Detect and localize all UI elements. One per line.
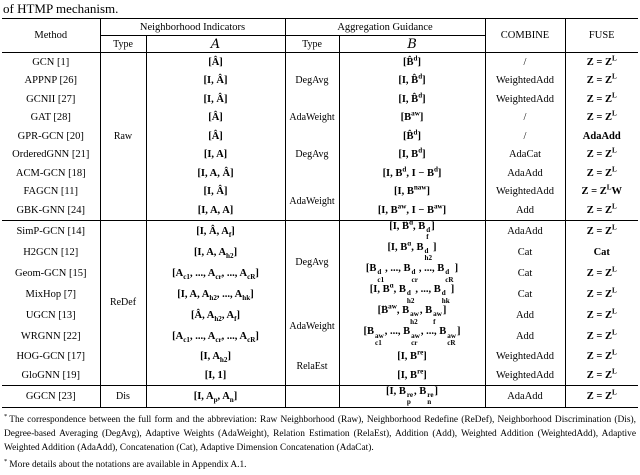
aggregation-type-cell: RelaEst [285, 348, 339, 386]
header-combine: COMBINE [485, 19, 565, 53]
fuse-cell: $Z = Z^L$ [565, 146, 638, 165]
neighborhood-indicator-cell: [Â] [146, 127, 285, 146]
aggregation-guidance-cell: [I, $B^{aw}$, $I - B^{aw}$] [339, 201, 485, 220]
aggregation-guidance-cell: [B̂$^{aw}$, B aw h2 , B aw f ] [339, 305, 485, 326]
aggregation-guidance-cell: [I, B̂$^d$] [339, 90, 485, 109]
aggregation-guidance-cell: [I, $B^d$] [339, 146, 485, 165]
neighborhood-indicator-cell: [I, Â] [146, 90, 285, 109]
fuse-cell: $Z = Z^LW$ [565, 183, 638, 202]
combine-cell: AdaAdd [485, 164, 565, 183]
fuse-cell: AdaAdd [565, 127, 638, 146]
table-header [2, 19, 638, 53]
fuse-cell: Cat [565, 242, 638, 263]
header-aggregation-guidance: Aggregation Guidance [285, 19, 485, 36]
neighborhood-type-cell: ReDef [100, 220, 146, 385]
table-row [2, 109, 638, 128]
aggregation-guidance-cell: [I, B̂$^d$, B d f ] [339, 220, 485, 242]
method-cell: GBK-GNN [24] [16, 204, 86, 216]
table-caption-fragment: of HTMP mechanism. [3, 1, 119, 16]
header-neighborhood-indicators: Neighborhood Indicators [100, 19, 285, 36]
combine-cell: WeightedAdd [485, 72, 565, 91]
combine-cell: Add [485, 326, 565, 347]
neighborhood-indicator-cell: [I, Â, $A_f$] [146, 220, 285, 242]
aggregation-type-cell: AdaWeight [285, 109, 339, 128]
table-row [2, 220, 638, 242]
neighborhood-type-cell: Dis [100, 385, 146, 407]
footnote-text: More details about the notations are available in Appendix A.1. [9, 459, 247, 470]
neighborhood-indicator-cell: [I, 1] [146, 366, 285, 385]
neighborhood-indicator-cell: [Â, $A_{h2}$, $A_f$] [146, 305, 285, 326]
fuse-cell: $Z = Z^L$ [565, 366, 638, 385]
aggregation-type-cell: AdaWeight [285, 305, 339, 347]
combine-cell: Cat [485, 284, 565, 305]
neighborhood-indicator-cell: [I, $A_p$, $A_n$] [146, 385, 285, 407]
method-cell: GloGNN [19] [21, 369, 81, 381]
method-cell: FAGCN [11] [23, 186, 79, 198]
aggregation-guidance-cell: [I, $B^d$, B d h2 , ..., B d hk ] [339, 284, 485, 305]
neighborhood-indicator-cell: [$A_{c1}$, ..., $A_{cr}$, ..., $A_{cR}$] [146, 326, 285, 347]
aggregation-guidance-cell: [I, $B^{re}$] [339, 366, 485, 385]
fuse-cell: $Z = Z^L$ [565, 72, 638, 91]
combine-cell: WeightedAdd [485, 183, 565, 202]
table-row [2, 183, 638, 202]
header-neighborhood-type: Type [100, 36, 146, 53]
neighborhood-indicator-cell: [I, Â] [146, 183, 285, 202]
method-cell: SimP-GCN [14] [2, 220, 100, 242]
method-cell: H2GCN [12] [23, 246, 79, 258]
aggregation-type-cell: DegAvg [285, 53, 339, 109]
header-row-groups [2, 19, 638, 36]
method-cell: Geom-GCN [15] [15, 267, 87, 279]
footnote-abbreviations [4, 412, 636, 456]
method-cell: ACM-GCN [18] [15, 167, 86, 179]
fuse-cell: $Z = Z^L$ [565, 385, 638, 407]
aggregation-guidance-cell: [B aw c1 , ..., B aw cr , ..., B aw cR ] [339, 326, 485, 347]
method-cell: UGCN [13] [25, 310, 76, 322]
fuse-cell: $Z = Z^L$ [565, 220, 638, 242]
method-cell: APPNP [26] [24, 75, 77, 87]
table-row [2, 127, 638, 146]
table-body [2, 53, 638, 408]
aggregation-guidance-cell: [I, $B^d$, $I - B^d$] [339, 164, 485, 183]
neighborhood-indicator-cell: [I, $A_{h2}$] [146, 348, 285, 367]
method-cell: MixHop [7] [25, 289, 76, 301]
aggregation-guidance-cell: [B̂$^d$] [339, 53, 485, 72]
fuse-cell: $Z = Z^L$ [565, 90, 638, 109]
neighborhood-indicator-cell: [Â] [146, 109, 285, 128]
footnote-marker: * [4, 457, 8, 465]
aggregation-guidance-cell: [B̂$^d$] [339, 127, 485, 146]
footnote-text: The correspondence between the full form and the abbreviation: Raw Neighborhood (Raw), Neighborhood Redefine (ReDef), Neighborhood Discrimination (Dis), Degree-based Averaging (DegAvg), Adaptive Weights (AdaWeight), Relation Estimation (RelaEst), Addition (Add), Weighted Addition (WeightedAdd), Adaptive Weighted Addition (AdaAdd), Concatenation (Cat), Adaptive Dimension Concatenation (AdaCat). [4, 414, 636, 453]
fuse-cell: $Z = Z^L$ [565, 305, 638, 326]
method-cell: GCN [1] [32, 56, 70, 68]
aggregation-guidance-cell: [I, $B^{re}$] [339, 348, 485, 367]
table-footnotes [2, 412, 636, 473]
method-cell: OrderedGNN [21] [12, 149, 90, 161]
combine-cell: WeightedAdd [485, 348, 565, 367]
header-B-matrix: B [339, 36, 485, 53]
footnote-appendix [4, 457, 636, 473]
fuse-cell: $Z = Z^L$ [565, 53, 638, 72]
table-row [2, 305, 638, 326]
combine-cell: AdaCat [485, 146, 565, 165]
fuse-cell: $Z = Z^L$ [565, 284, 638, 305]
neighborhood-indicator-cell: [$A_{c1}$, ..., $A_{cr}$, ..., $A_{cR}$] [146, 263, 285, 284]
fuse-cell: $Z = Z^L$ [565, 201, 638, 220]
methods-table [2, 18, 638, 408]
aggregation-type-cell: AdaWeight [285, 183, 339, 221]
combine-cell: Add [485, 305, 565, 326]
combine-cell: AdaAdd [485, 220, 565, 242]
neighborhood-indicator-cell: [I, A, Â] [146, 164, 285, 183]
aggregation-guidance-cell: [B d c1 , ..., B d cr , ..., B d cR ] [339, 263, 485, 284]
combine-cell: / [485, 127, 565, 146]
aggregation-guidance-cell: [I, $B^d$, B d h2 ] [339, 242, 485, 263]
header-aggregation-type: Type [285, 36, 339, 53]
aggregation-guidance-cell: [I, B̂$^d$] [339, 72, 485, 91]
aggregation-type-cell [285, 385, 339, 407]
combine-cell: / [485, 109, 565, 128]
fuse-cell: $Z = Z^L$ [565, 326, 638, 347]
fuse-cell: $Z = Z^L$ [565, 109, 638, 128]
neighborhood-indicator-cell: [I, A, $A_{h2}$, ..., $A_{hk}$] [146, 284, 285, 305]
method-cell: WRGNN [22] [20, 331, 81, 343]
neighborhood-indicator-cell: [Â] [146, 53, 285, 72]
combine-cell: Cat [485, 263, 565, 284]
header-method: Method [2, 19, 100, 53]
combine-cell: WeightedAdd [485, 366, 565, 385]
footnote-marker: * [4, 412, 8, 420]
aggregation-type-cell: DegAvg [285, 220, 339, 305]
method-cell: GCNII [27] [26, 93, 76, 105]
combine-cell: WeightedAdd [485, 90, 565, 109]
table-row [2, 53, 638, 72]
method-cell: HOG-GCN [17] [16, 351, 86, 363]
method-cell: GAT [28] [30, 112, 71, 124]
fuse-cell: $Z = Z^L$ [565, 348, 638, 367]
neighborhood-indicator-cell: [I, A, $A_{h2}$] [146, 242, 285, 263]
neighborhood-type-cell: Raw [100, 53, 146, 221]
aggregation-guidance-cell: $[B^{aw}]$ [339, 109, 485, 128]
aggregation-guidance-cell: [I, B re p , B re n ] [339, 385, 485, 407]
combine-cell: Cat [485, 242, 565, 263]
combine-cell: Add [485, 201, 565, 220]
neighborhood-indicator-cell: [I, A, A] [146, 201, 285, 220]
aggregation-type-cell: DegAvg [285, 127, 339, 183]
neighborhood-indicator-cell: [I, A] [146, 146, 285, 165]
aggregation-guidance-cell: [I, $B^{naw}$] [339, 183, 485, 202]
fuse-cell: $Z = Z^L$ [565, 164, 638, 183]
fuse-cell: $Z = Z^L$ [565, 263, 638, 284]
method-cell: GGCN [23] [2, 385, 100, 407]
neighborhood-indicator-cell: [I, Â] [146, 72, 285, 91]
header-A-matrix: A [146, 36, 285, 53]
method-cell: GPR-GCN [20] [17, 130, 84, 142]
table-row [2, 348, 638, 367]
header-fuse: FUSE [565, 19, 638, 53]
combine-cell: / [485, 53, 565, 72]
combine-cell: AdaAdd [485, 385, 565, 407]
table-row [2, 385, 638, 407]
